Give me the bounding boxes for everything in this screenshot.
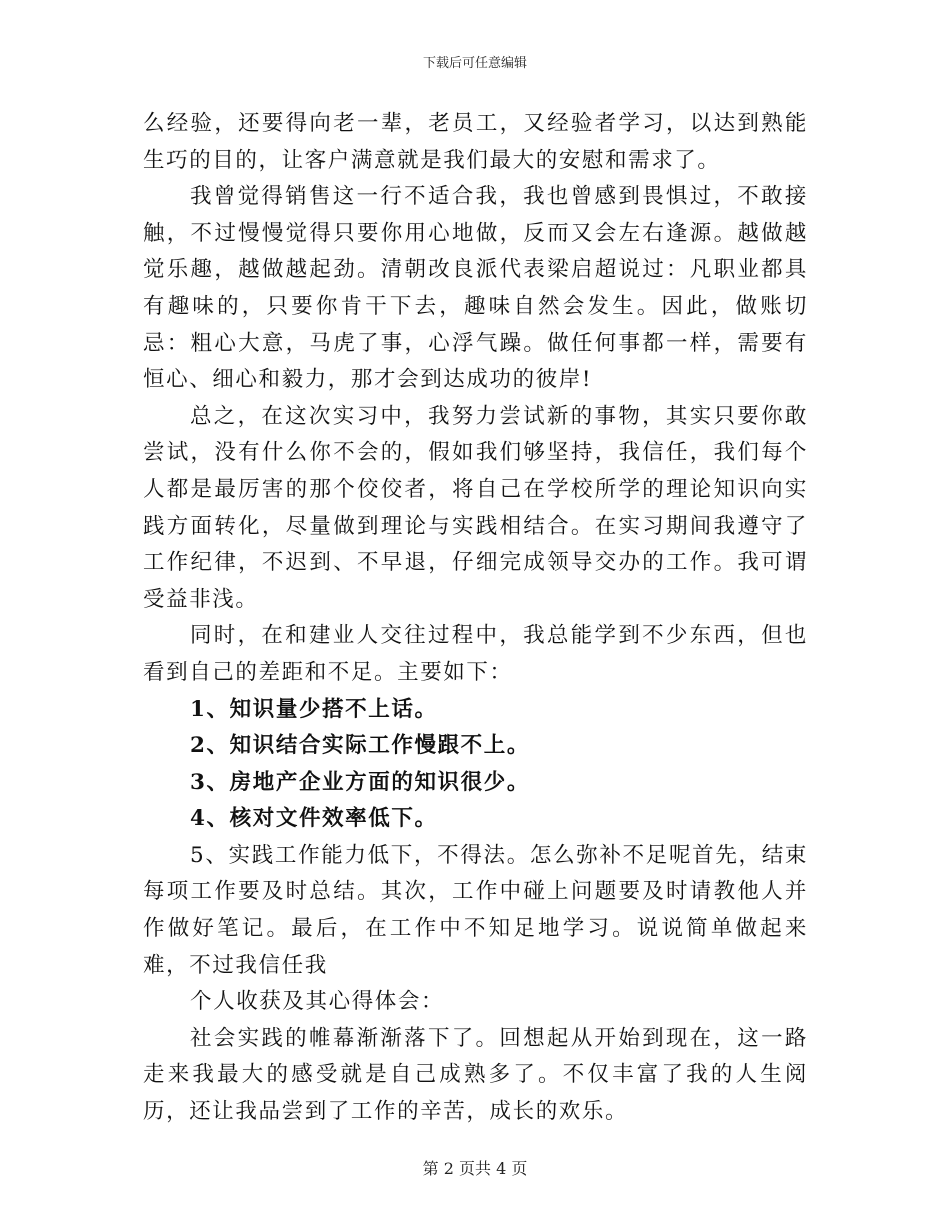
list-item-1: 1、知识量少搭不上话。 xyxy=(190,696,438,722)
page-header: 下载后可任意编辑 xyxy=(422,56,527,71)
paragraph-gains: 社会实践的帷幕渐渐落下了。回想起从开始到现在，这一路走来我最大的感受就是自己成熟多了。不仅丰富了我的人生阅历，还让我品尝到了工作的辛苦，成长的欢乐。 xyxy=(143,1025,808,1125)
list-item-5: 5、实践工作能力低下，不得法。怎么弥补不足呢首先，结束每项工作要及时总结。其次，工作中碰上问题要及时请教他人并作做好笔记。最后，在工作中不知足地学习。说说简单做起来难，不过我信任我 xyxy=(143,842,808,978)
paragraph-summary: 总之，在这次实习中，我努力尝试新的事物，其实只要你敢尝试，没有什么你不会的，假如我们够坚持，我信任，我们每个人都是最厉害的那个佼佼者，将自己在学校所学的理论知识向实践方面转化，尽量做到理论与实践相结合。在实习期间我遵守了工作纪律，不迟到、不早退，仔细完成领导交办的工作。我可谓受益非浅。 xyxy=(143,403,808,612)
paragraph-shortcomings-intro: 同时，在和建业人交往过程中，我总能学到不少东西，但也看到自己的差距和不足。主要如下： xyxy=(143,623,808,685)
paragraph-continuation: 么经验，还要得向老一辈，老员工，又经验者学习，以达到熟能生巧的目的，让客户满意就是我们最大的安慰和需求了。 xyxy=(143,111,808,173)
paragraph-sales-experience: 我曾觉得销售这一行不适合我，我也曾感到畏惧过，不敢接触，不过慢慢觉得只要你用心地做，反而又会左右逢源。越做越觉乐趣，越做越起劲。清朝改良派代表梁启超说过：凡职业都具有趣味的，只要你肯干下去，趣味自然会发生。因此，做账切忌：粗心大意，马虎了事，心浮气躁。做任何事都一样，需要有恒心、细心和毅力，那才会到达成功的彼岸! xyxy=(143,184,808,393)
document-body xyxy=(143,106,808,1131)
list-item-3: 3、房地产企业方面的知识很少。 xyxy=(190,769,530,795)
page-number-footer: 第 2 页共 4 页 xyxy=(422,1159,528,1178)
list-item-2: 2、知识结合实际工作慢跟不上。 xyxy=(190,733,530,759)
list-item-4: 4、核对文件效率低下。 xyxy=(190,806,438,832)
section-heading-gains: 个人收获及其心得体会： xyxy=(190,989,445,1015)
